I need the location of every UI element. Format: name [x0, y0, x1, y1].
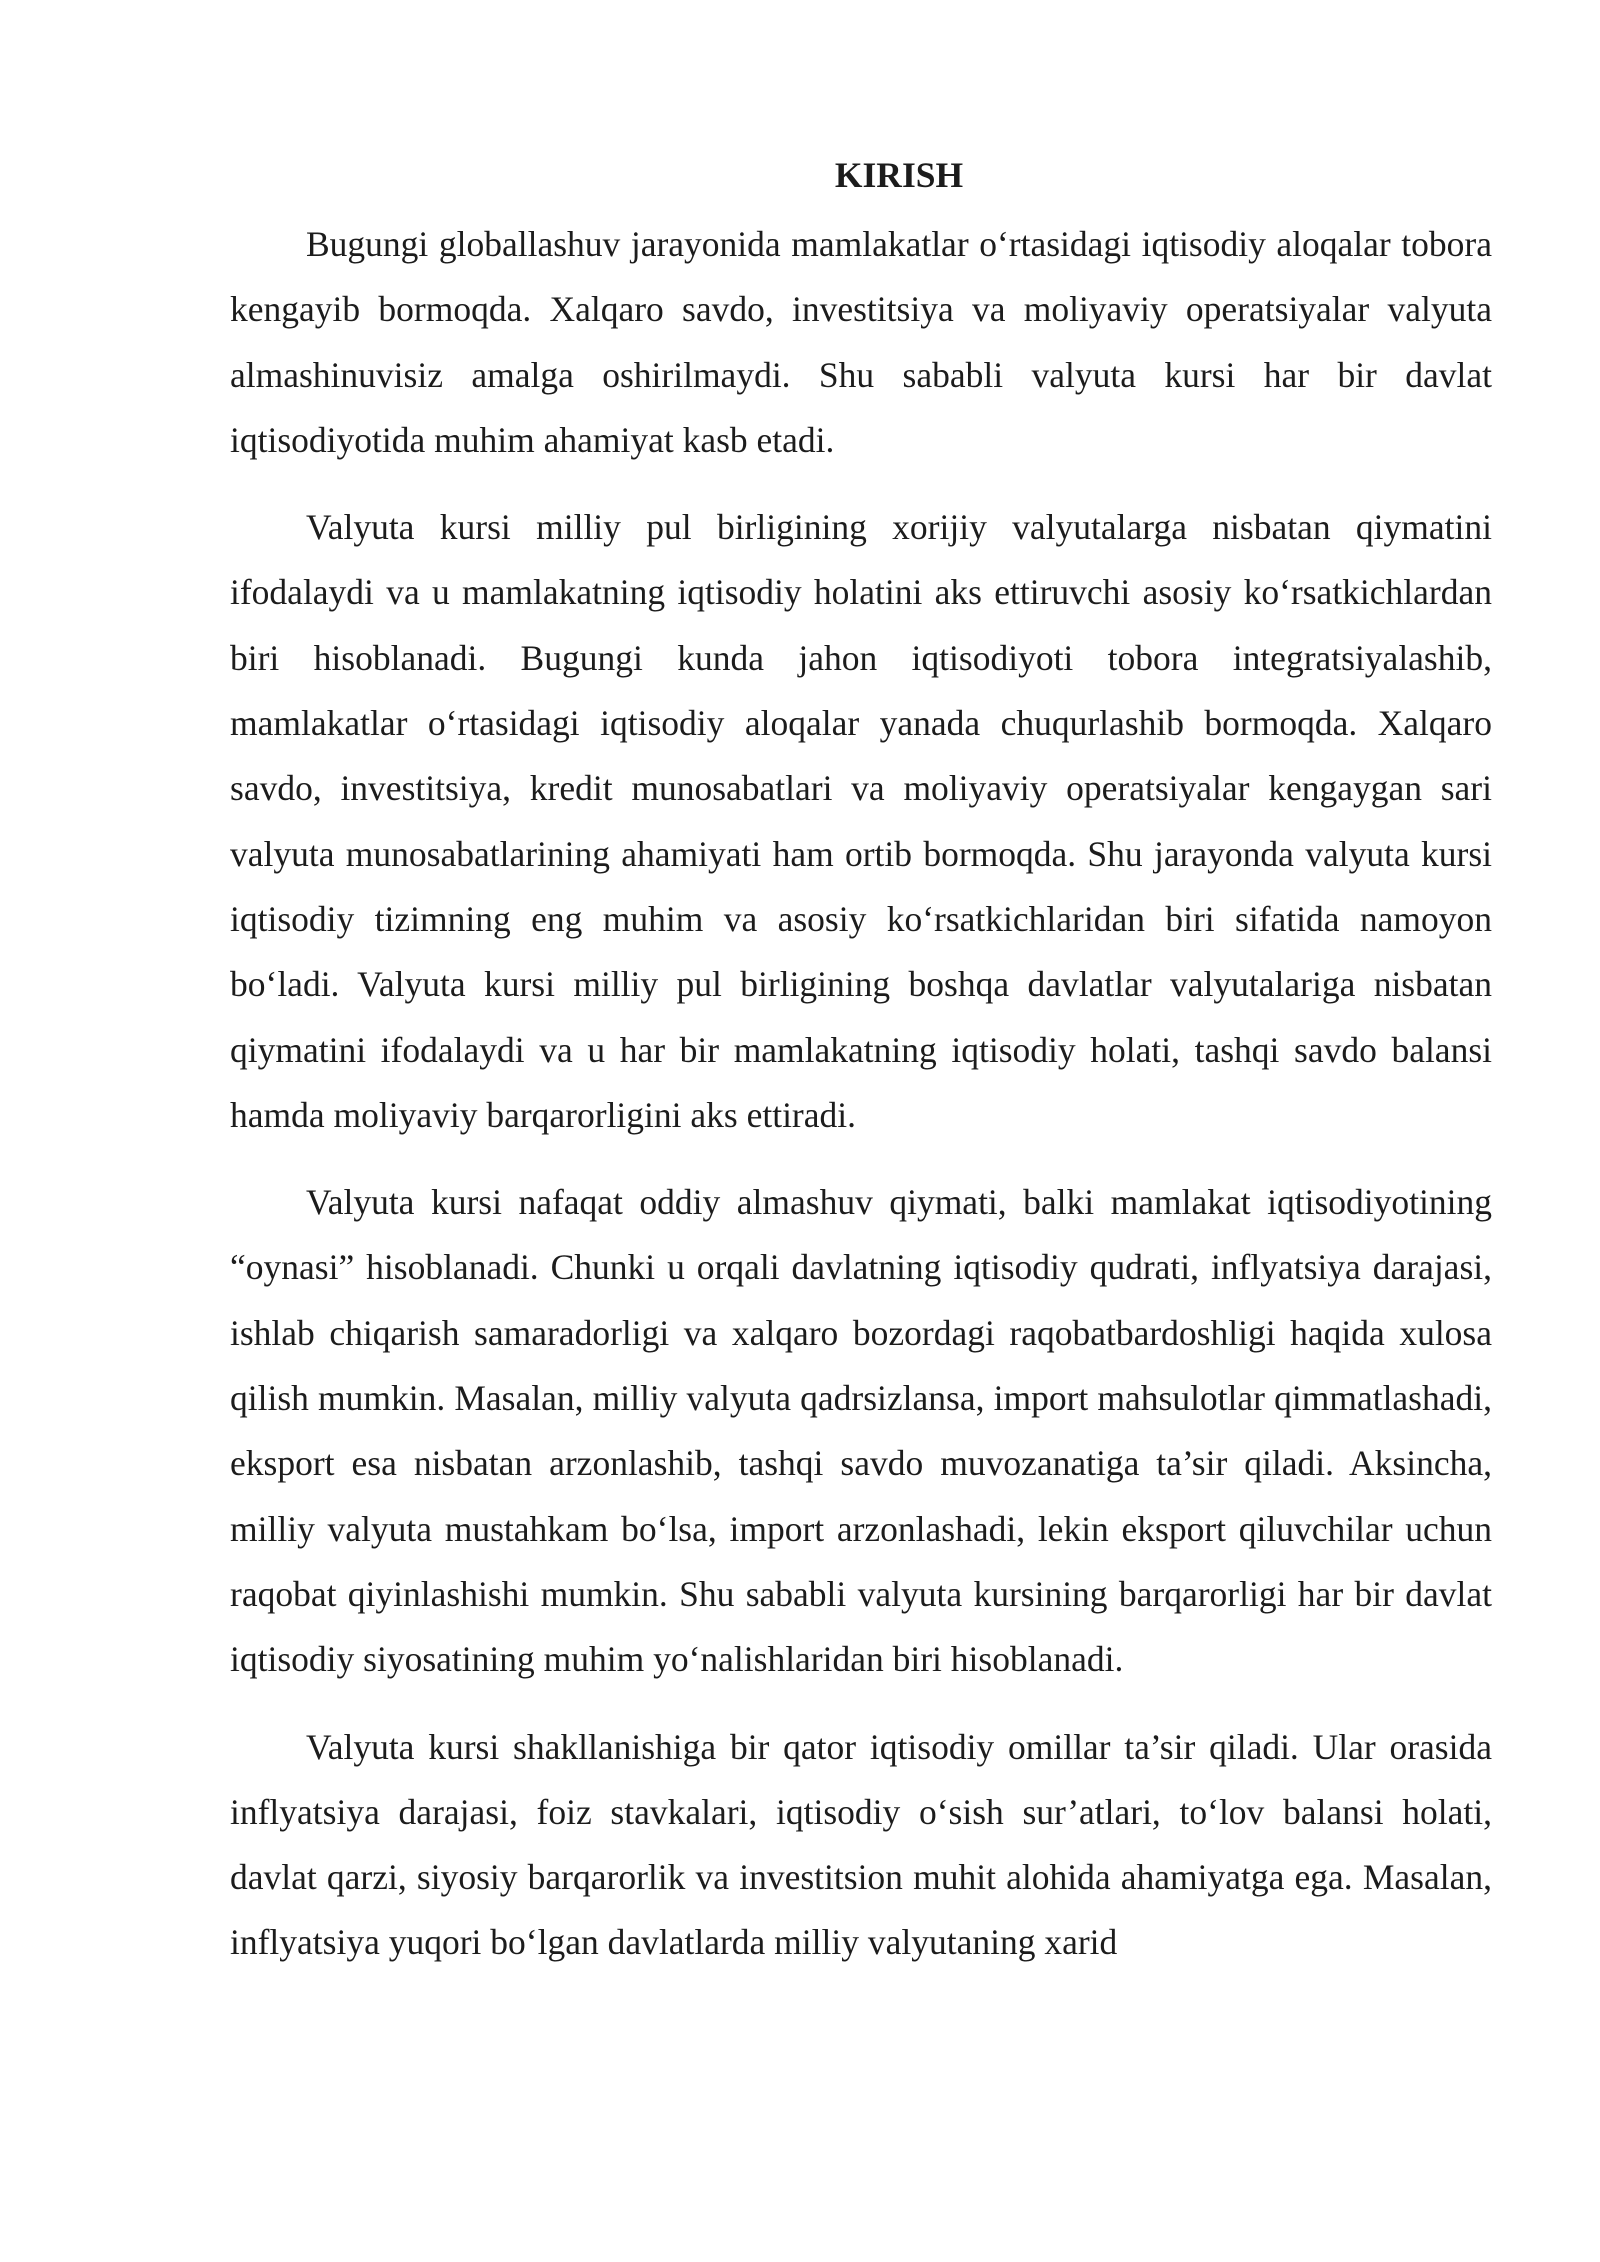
document-body	[230, 148, 1492, 1976]
paragraph-1: Bugungi globallashuv jarayonida mamlakatlar o‘rtasidagi iqtisodiy aloqalar tobora kengayib bormoqda. Xalqaro savdo, investitsiya va moliyaviy operatsiyalar valyuta almashinuvisiz amalga oshirilmaydi. Shu sababli valyuta kursi har bir davlat iqtisodiyotida muhim ahamiyat kasb etadi.	[230, 224, 1492, 460]
document-title: KIRISH	[834, 155, 964, 195]
paragraph-2: Valyuta kursi milliy pul birligining xorijiy valyutalarga nisbatan qiymatini ifodalaydi va u mamlakatning iqtisodiy holatini aks ettiruvchi asosiy ko‘rsatkichlardan biri hisoblanadi. Bugungi kunda jahon iqtisodiyoti tobora integratsiyalashib, mamlakatlar o‘rtasidagi iqtisodiy aloqalar yanada chuqurlashib bormoqda. Xalqaro savdo, investitsiya, kredit munosabatlari va moliyaviy operatsiyalar kengaygan sari valyuta munosabatlarining ahamiyati ham ortib bormoqda. Shu jarayonda valyuta kursi iqtisodiy tizimning eng muhim va asosiy ko‘rsatkichlaridan biri sifatida namoyon bo‘ladi. Valyuta kursi milliy pul birligining boshqa davlatlar valyutalariga nisbatan qiymatini ifodalaydi va u har bir mamlakatning iqtisodiy holati, tashqi savdo balansi hamda moliyaviy barqarorligini aks ettiradi.	[230, 507, 1492, 1135]
paragraph-4: Valyuta kursi shakllanishiga bir qator iqtisodiy omillar ta’sir qiladi. Ular orasida inflyatsiya darajasi, foiz stavkalari, iqtisodiy o‘sish sur’atlari, to‘lov balansi holati, davlat qarzi, siyosiy barqarorlik va investitsion muhit alohida ahamiyatga ega. Masalan, inflyatsiya yuqori bo‘lgan davlatlarda milliy valyutaning xarid	[230, 1726, 1492, 1963]
paragraph-3: Valyuta kursi nafaqat oddiy almashuv qiymati, balki mamlakat iqtisodiyotining “oynasi” hisoblanadi. Chunki u orqali davlatning iqtisodiy qudrati, inflyatsiya darajasi, ishlab chiqarish samaradorligi va xalqaro bozordagi raqobatbardoshligi haqida xulosa qilish mumkin. Masalan, milliy valyuta qadrsizlansa, import mahsulotlar qimmatlashadi, eksport esa nisbatan arzonlashib, tashqi savdo muvozanatiga ta’sir qiladi. Aksincha, milliy valyuta mustahkam bo‘lsa, import arzonlashadi, lekin eksport qiluvchilar uchun raqobat qiyinlashishi mumkin. Shu sababli valyuta kursining barqarorligi har bir davlat iqtisodiy siyosatining muhim yo‘nalishlaridan biri hisoblanadi.	[230, 1182, 1492, 1680]
